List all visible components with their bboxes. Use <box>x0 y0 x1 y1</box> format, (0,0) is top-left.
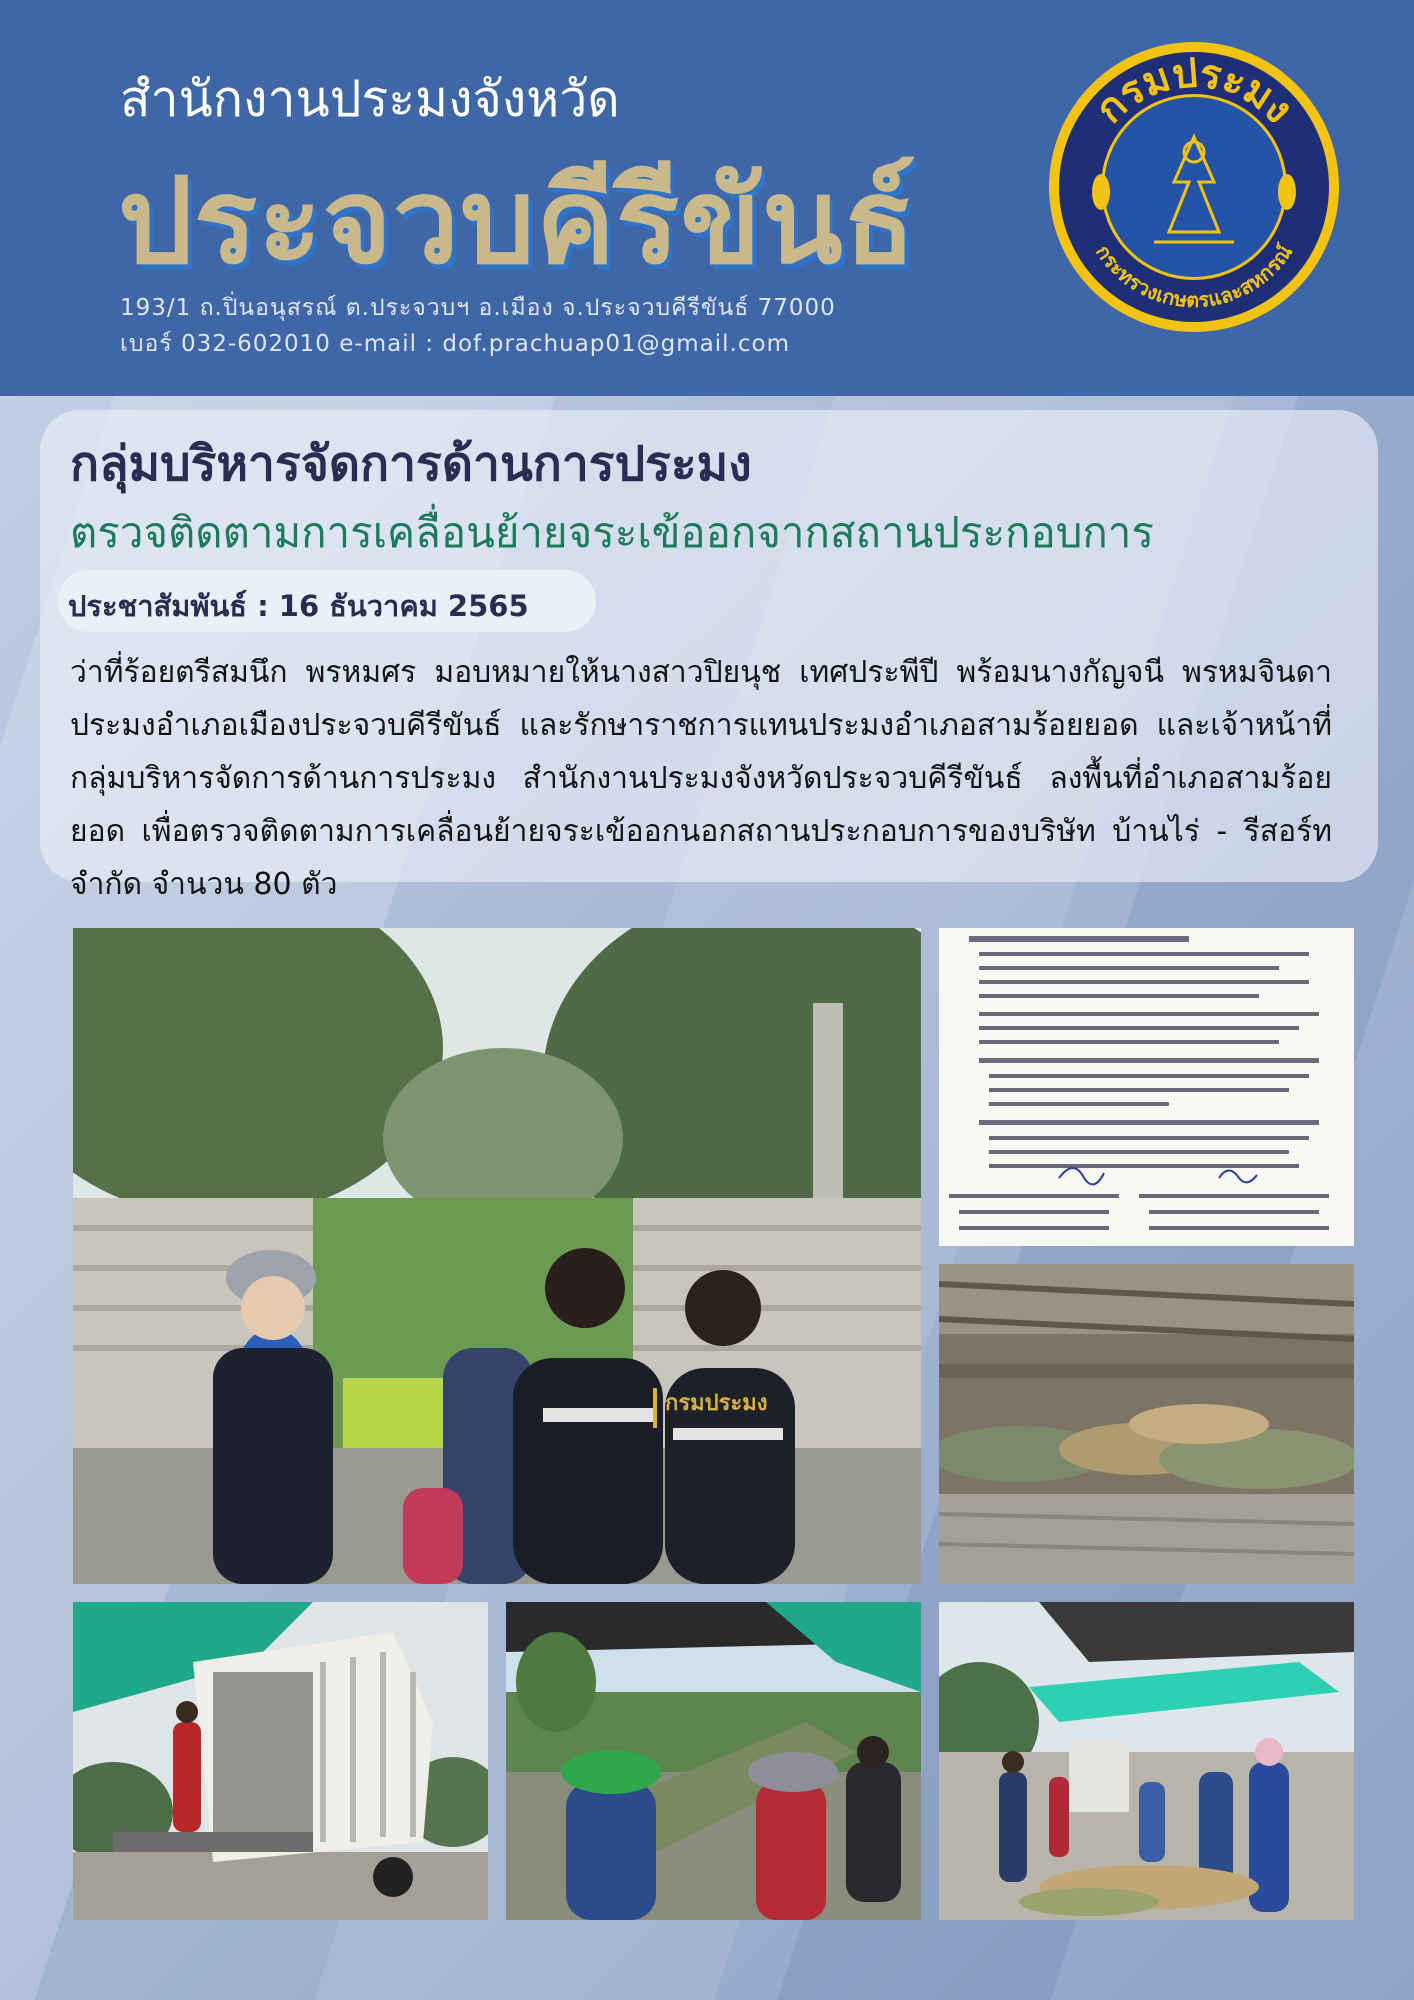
department-seal-logo <box>1049 42 1339 332</box>
address-block <box>120 290 836 362</box>
photo-workers-carrying-crocodile <box>506 1602 921 1920</box>
article-headline: ตรวจติดตามการเคลื่อนย้ายจระเข้ออกจากสถานประกอบการ <box>70 508 1154 557</box>
svg-text:กรมประมง <box>1087 50 1302 132</box>
pr-date-text: ประชาสัมพันธ์ : 16 ธันวาคม 2565 <box>68 589 529 623</box>
office-title: สำนักงานประมงจังหวัด <box>120 70 620 128</box>
seal-emblem-icon <box>1049 42 1339 332</box>
photo-movement-document <box>939 928 1354 1246</box>
photo-transport-truck <box>73 1602 488 1920</box>
header-banner <box>0 0 1414 396</box>
address-line: 193/1 ถ.ปิ่นอนุสรณ์ ต.ประจวบฯ อ.เมือง จ.ประจวบคีรีขันธ์ 77000 <box>120 295 836 321</box>
officer-vest-text: กรมประมง <box>665 1391 768 1416</box>
contact-line: เบอร์ 032-602010 e-mail : dof.prachuap01@gmail.com <box>120 331 790 357</box>
svg-text:กระทรวงเกษตรและสหกรณ์ <box>1091 240 1297 312</box>
seal-top-text: กรมประมง <box>1086 50 1302 133</box>
photo-team-under-shade-net <box>939 1602 1354 1920</box>
seal-bottom-text: กระทรวงเกษตรและสหกรณ์ <box>1090 240 1298 313</box>
photo-officers-at-gate <box>73 928 921 1584</box>
province-title: ประจวบคีรีขันธ์ <box>118 152 917 290</box>
article-body: ว่าที่ร้อยตรีสมนึก พรหมศร มอบหมายให้นางสาวปิยนุช เทศประพีปี พร้อมนางกัญจนี พรหมจินดา ประมงอำเภอเมืองประจวบคีรีขันธ์ และรักษาราชการแทนประมงอำเภอสามร้อยยอด และเจ้าหน้าที่กลุ่มบริหารจัดการด้านการประมง สำนักงานประมงจังหวัดประจวบคีรีขันธ์ ลงพื้นที่อำเภอสามร้อยยอด เพื่อตรวจติดตามการเคลื่อนย้ายจระเข้ออกนอกสถานประกอบการของบริษัท บ้านไร่ - รีสอร์ท จำกัด จำนวน 80 ตัว <box>70 655 1332 902</box>
photo-crocodiles-in-truck <box>939 1264 1354 1584</box>
division-title: กลุ่มบริหารจัดการด้านการประมง <box>70 436 752 492</box>
